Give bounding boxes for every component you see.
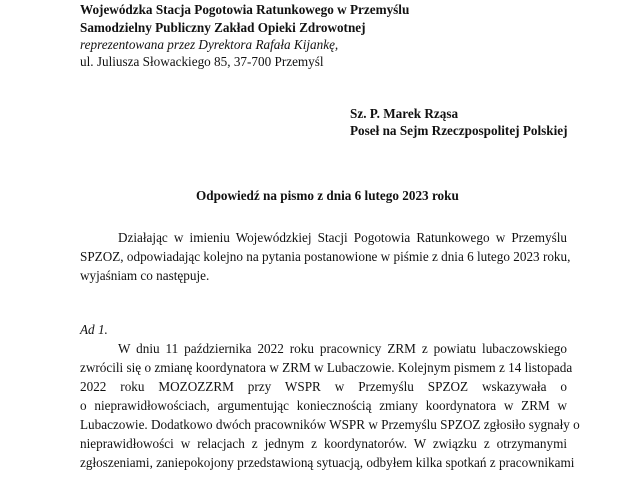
paragraph2-line: nieprawidłowości w relacjach z jednym z koordynatorów. W związku z otrzymanymi bbox=[80, 436, 567, 451]
section-heading: Ad 1. bbox=[80, 322, 108, 337]
paragraph1-line: Działając w imieniu Wojewódzkiej Stacji Pogotowia Ratunkowego w Przemyślu bbox=[118, 230, 567, 245]
paragraph2-line: Lubaczowie. Dodatkowo dwóch pracowników WSPR w Przemyślu SPZOZ zgłosiło sygnały o bbox=[80, 417, 580, 432]
paragraph2-line: zgłoszeniami, zaniepokojony przedstawioną sytuacją, odbyłem kilka spotkań z pracownikami bbox=[80, 455, 575, 470]
letter-subject: Odpowiedź na pismo z dnia 6 lutego 2023 roku bbox=[196, 188, 459, 203]
paragraph2-line: W dniu 11 października 2022 roku pracownicy ZRM z powiatu lubaczowskiego bbox=[118, 341, 567, 356]
paragraph1-line: SPZOZ, odpowiadając kolejno na pytania postanowione w piśmie z dnia 6 lutego 2023 roku, bbox=[80, 249, 571, 264]
paragraph2-line: zwrócili się o zmianę koordynatora w ZRM w Lubaczowie. Kolejnym pismem z 14 listopada bbox=[80, 360, 573, 375]
sender-type: Samodzielny Publiczny Zakład Opieki Zdrowotnej bbox=[80, 20, 366, 35]
paragraph2-line: 2022 roku MOZOZZRM przy WSPR w Przemyślu SPZOZ wskazywała o bbox=[80, 379, 567, 394]
paragraph1-line: wyjaśniam co następuje. bbox=[80, 268, 210, 283]
sender-representative: reprezentowana przez Dyrektora Rafała Kijankę, bbox=[80, 37, 339, 52]
sender-address: ul. Juliusza Słowackiego 85, 37-700 Przemyśl bbox=[80, 54, 324, 69]
recipient-name: Sz. P. Marek Rząsa bbox=[350, 106, 459, 121]
sender-name: Wojewódzka Stacja Pogotowia Ratunkowego w Przemyślu bbox=[80, 2, 410, 17]
paragraph2-line: o nieprawidłowościach, argumentując koniecznością zmiany koordynatora w ZRM w bbox=[80, 398, 567, 413]
recipient-title: Poseł na Sejm Rzeczpospolitej Polskiej bbox=[350, 123, 568, 138]
